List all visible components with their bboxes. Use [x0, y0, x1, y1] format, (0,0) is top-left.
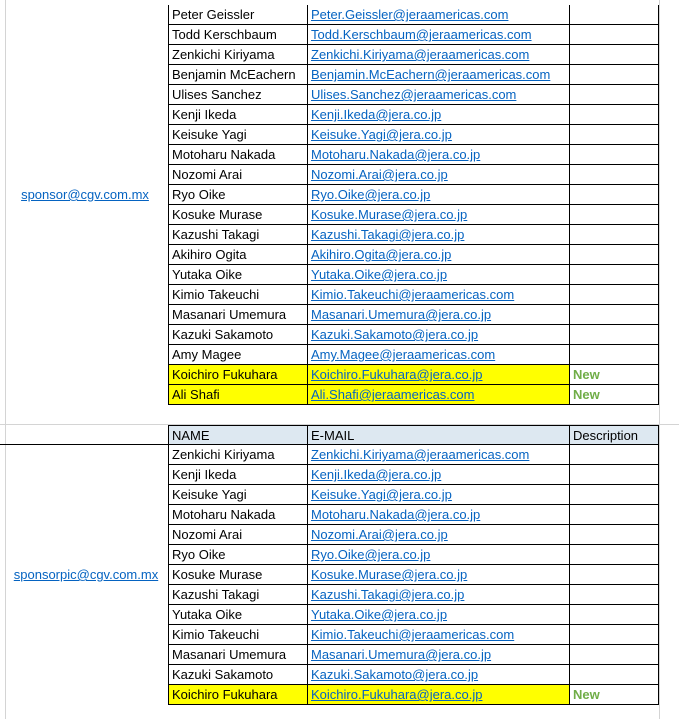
email-link-cell[interactable]: Kosuke.Murase@jera.co.jp: [308, 565, 570, 585]
table-row: [0, 5, 679, 25]
name-cell[interactable]: Ulises Sanchez: [168, 85, 308, 105]
description-cell[interactable]: New: [570, 365, 659, 385]
description-cell[interactable]: [570, 545, 659, 565]
table-row: [0, 205, 679, 225]
name-cell[interactable]: Kimio Takeuchi: [168, 625, 308, 645]
email-link-cell[interactable]: Koichiro.Fukuhara@jera.co.jp: [308, 365, 570, 385]
name-cell[interactable]: Kimio Takeuchi: [168, 285, 308, 305]
email-link-cell[interactable]: Todd.Kerschbaum@jeraamericas.com: [308, 25, 570, 45]
name-cell[interactable]: Koichiro Fukuhara: [168, 685, 308, 705]
description-cell[interactable]: [570, 65, 659, 85]
email-link-cell[interactable]: Benjamin.McEachern@jeraamericas.com: [308, 65, 570, 85]
description-cell[interactable]: [570, 85, 659, 105]
name-cell[interactable]: Kosuke Murase: [168, 205, 308, 225]
description-cell[interactable]: [570, 125, 659, 145]
name-cell[interactable]: Kazushi Takagi: [168, 225, 308, 245]
email-link-cell[interactable]: Kenji.Ikeda@jera.co.jp: [308, 105, 570, 125]
name-cell[interactable]: Yutaka Oike: [168, 605, 308, 625]
name-cell[interactable]: Kazuki Sakamoto: [168, 665, 308, 685]
description-cell[interactable]: [570, 165, 659, 185]
name-cell[interactable]: Motoharu Nakada: [168, 505, 308, 525]
description-cell[interactable]: [570, 665, 659, 685]
email-link-cell[interactable]: Zenkichi.Kiriyama@jeraamericas.com: [308, 45, 570, 65]
table-row: [0, 545, 679, 565]
name-cell[interactable]: Masanari Umemura: [168, 305, 308, 325]
email-link-cell[interactable]: Masanari.Umemura@jera.co.jp: [308, 645, 570, 665]
email-link-cell[interactable]: Kazushi.Takagi@jera.co.jp: [308, 585, 570, 605]
table-row: [0, 305, 679, 325]
email-link-cell[interactable]: Akihiro.Ogita@jera.co.jp: [308, 245, 570, 265]
email-link-cell[interactable]: Motoharu.Nakada@jera.co.jp: [308, 145, 570, 165]
description-cell[interactable]: [570, 585, 659, 605]
table-row: [0, 605, 679, 625]
email-link-cell[interactable]: Masanari.Umemura@jera.co.jp: [308, 305, 570, 325]
name-cell[interactable]: Koichiro Fukuhara: [168, 365, 308, 385]
email-link-cell[interactable]: Keisuke.Yagi@jera.co.jp: [308, 485, 570, 505]
header-name[interactable]: NAME: [168, 425, 308, 445]
name-cell[interactable]: Nozomi Arai: [168, 165, 308, 185]
table-row: [0, 185, 679, 205]
description-cell[interactable]: New: [570, 385, 659, 405]
table-row: [0, 485, 679, 505]
description-cell[interactable]: [570, 305, 659, 325]
table-row: [0, 645, 679, 665]
description-cell[interactable]: [570, 605, 659, 625]
table-row: [0, 225, 679, 245]
name-cell[interactable]: Akihiro Ogita: [168, 245, 308, 265]
email-link-cell[interactable]: Kenji.Ikeda@jera.co.jp: [308, 465, 570, 485]
description-cell[interactable]: [570, 625, 659, 645]
table-row: [0, 285, 679, 305]
table-row: [0, 525, 679, 545]
email-link-cell[interactable]: Motoharu.Nakada@jera.co.jp: [308, 505, 570, 525]
name-cell[interactable]: Todd Kerschbaum: [168, 25, 308, 45]
email-link-cell[interactable]: Kosuke.Murase@jera.co.jp: [308, 205, 570, 225]
table-row: [0, 685, 679, 705]
name-cell[interactable]: Zenkichi Kiriyama: [168, 445, 308, 465]
table-row: [0, 105, 679, 125]
name-cell[interactable]: Keisuke Yagi: [168, 485, 308, 505]
email-link-cell[interactable]: Ryo.Oike@jera.co.jp: [308, 545, 570, 565]
name-cell[interactable]: Amy Magee: [168, 345, 308, 365]
email-link-cell[interactable]: Zenkichi.Kiriyama@jeraamericas.com: [308, 445, 570, 465]
name-cell[interactable]: Kenji Ikeda: [168, 105, 308, 125]
email-link-cell[interactable]: Nozomi.Arai@jera.co.jp: [308, 165, 570, 185]
name-cell[interactable]: Kazuki Sakamoto: [168, 325, 308, 345]
description-cell[interactable]: [570, 445, 659, 465]
description-cell[interactable]: [570, 565, 659, 585]
description-cell[interactable]: [570, 25, 659, 45]
description-cell[interactable]: [570, 245, 659, 265]
description-cell[interactable]: [570, 145, 659, 165]
description-cell[interactable]: [570, 265, 659, 285]
description-cell[interactable]: [570, 525, 659, 545]
header-description[interactable]: Description: [570, 425, 659, 445]
name-cell[interactable]: Ryo Oike: [168, 185, 308, 205]
email-link-cell[interactable]: Ali.Shafi@jeraamericas.com: [308, 385, 570, 405]
sponsor-email-link[interactable]: sponsor@cgv.com.mx: [21, 187, 149, 202]
name-cell[interactable]: Kazushi Takagi: [168, 585, 308, 605]
table-row: [0, 465, 679, 485]
name-cell[interactable]: Keisuke Yagi: [168, 125, 308, 145]
description-cell[interactable]: [570, 645, 659, 665]
name-cell[interactable]: Masanari Umemura: [168, 645, 308, 665]
table-row: [0, 145, 679, 165]
table-row: [0, 625, 679, 645]
email-link-cell[interactable]: Kimio.Takeuchi@jeraamericas.com: [308, 625, 570, 645]
table-row: [0, 125, 679, 145]
table-row: [0, 265, 679, 285]
name-cell[interactable]: Kosuke Murase: [168, 565, 308, 585]
table-row: [0, 45, 679, 65]
email-link-cell[interactable]: Kazuki.Sakamoto@jera.co.jp: [308, 325, 570, 345]
email-link-cell[interactable]: Koichiro.Fukuhara@jera.co.jp: [308, 685, 570, 705]
table-row: [0, 585, 679, 605]
description-cell[interactable]: [570, 465, 659, 485]
table-row: [0, 65, 679, 85]
name-cell[interactable]: Ali Shafi: [168, 385, 308, 405]
table-row: [0, 85, 679, 105]
name-cell[interactable]: Nozomi Arai: [168, 525, 308, 545]
table-row: [0, 245, 679, 265]
email-link-cell[interactable]: Nozomi.Arai@jera.co.jp: [308, 525, 570, 545]
email-link-cell[interactable]: Kazuki.Sakamoto@jera.co.jp: [308, 665, 570, 685]
email-link-cell[interactable]: Amy.Magee@jeraamericas.com: [308, 345, 570, 365]
name-cell[interactable]: Ryo Oike: [168, 545, 308, 565]
description-cell[interactable]: [570, 205, 659, 225]
sponsor-email-link[interactable]: sponsorpic@cgv.com.mx: [13, 567, 159, 582]
description-cell[interactable]: [570, 185, 659, 205]
email-link-cell[interactable]: Keisuke.Yagi@jera.co.jp: [308, 125, 570, 145]
email-link-cell[interactable]: Yutaka.Oike@jera.co.jp: [308, 605, 570, 625]
table-row: [0, 325, 679, 345]
description-cell[interactable]: [570, 325, 659, 345]
table-row: [0, 505, 679, 525]
description-cell[interactable]: [570, 45, 659, 65]
description-cell[interactable]: [570, 5, 659, 25]
email-link-cell[interactable]: Ulises.Sanchez@jeraamericas.com: [308, 85, 570, 105]
description-cell[interactable]: [570, 285, 659, 305]
description-cell[interactable]: [570, 485, 659, 505]
description-cell[interactable]: [570, 225, 659, 245]
name-cell[interactable]: Peter Geissler: [168, 5, 308, 25]
table-row: [0, 345, 679, 365]
description-cell[interactable]: [570, 105, 659, 125]
table-row: [0, 445, 679, 465]
name-cell[interactable]: Zenkichi Kiriyama: [168, 45, 308, 65]
table-header-row: [0, 425, 679, 445]
table-row: [0, 365, 679, 385]
header-email[interactable]: E-MAIL: [308, 425, 570, 445]
table-row: [0, 25, 679, 45]
description-cell[interactable]: New: [570, 685, 659, 705]
name-cell[interactable]: Yutaka Oike: [168, 265, 308, 285]
description-cell[interactable]: [570, 345, 659, 365]
table-row: [0, 565, 679, 585]
email-link-cell[interactable]: Kimio.Takeuchi@jeraamericas.com: [308, 285, 570, 305]
description-cell[interactable]: [570, 505, 659, 525]
name-cell[interactable]: Benjamin McEachern: [168, 65, 308, 85]
email-link-cell[interactable]: Yutaka.Oike@jera.co.jp: [308, 265, 570, 285]
name-cell[interactable]: Motoharu Nakada: [168, 145, 308, 165]
name-cell[interactable]: Kenji Ikeda: [168, 465, 308, 485]
table-row: [0, 385, 679, 405]
email-link-cell[interactable]: Peter.Geissler@jeraamericas.com: [308, 5, 570, 25]
table-row: [0, 165, 679, 185]
email-link-cell[interactable]: Kazushi.Takagi@jera.co.jp: [308, 225, 570, 245]
email-link-cell[interactable]: Ryo.Oike@jera.co.jp: [308, 185, 570, 205]
table-row: [0, 665, 679, 685]
